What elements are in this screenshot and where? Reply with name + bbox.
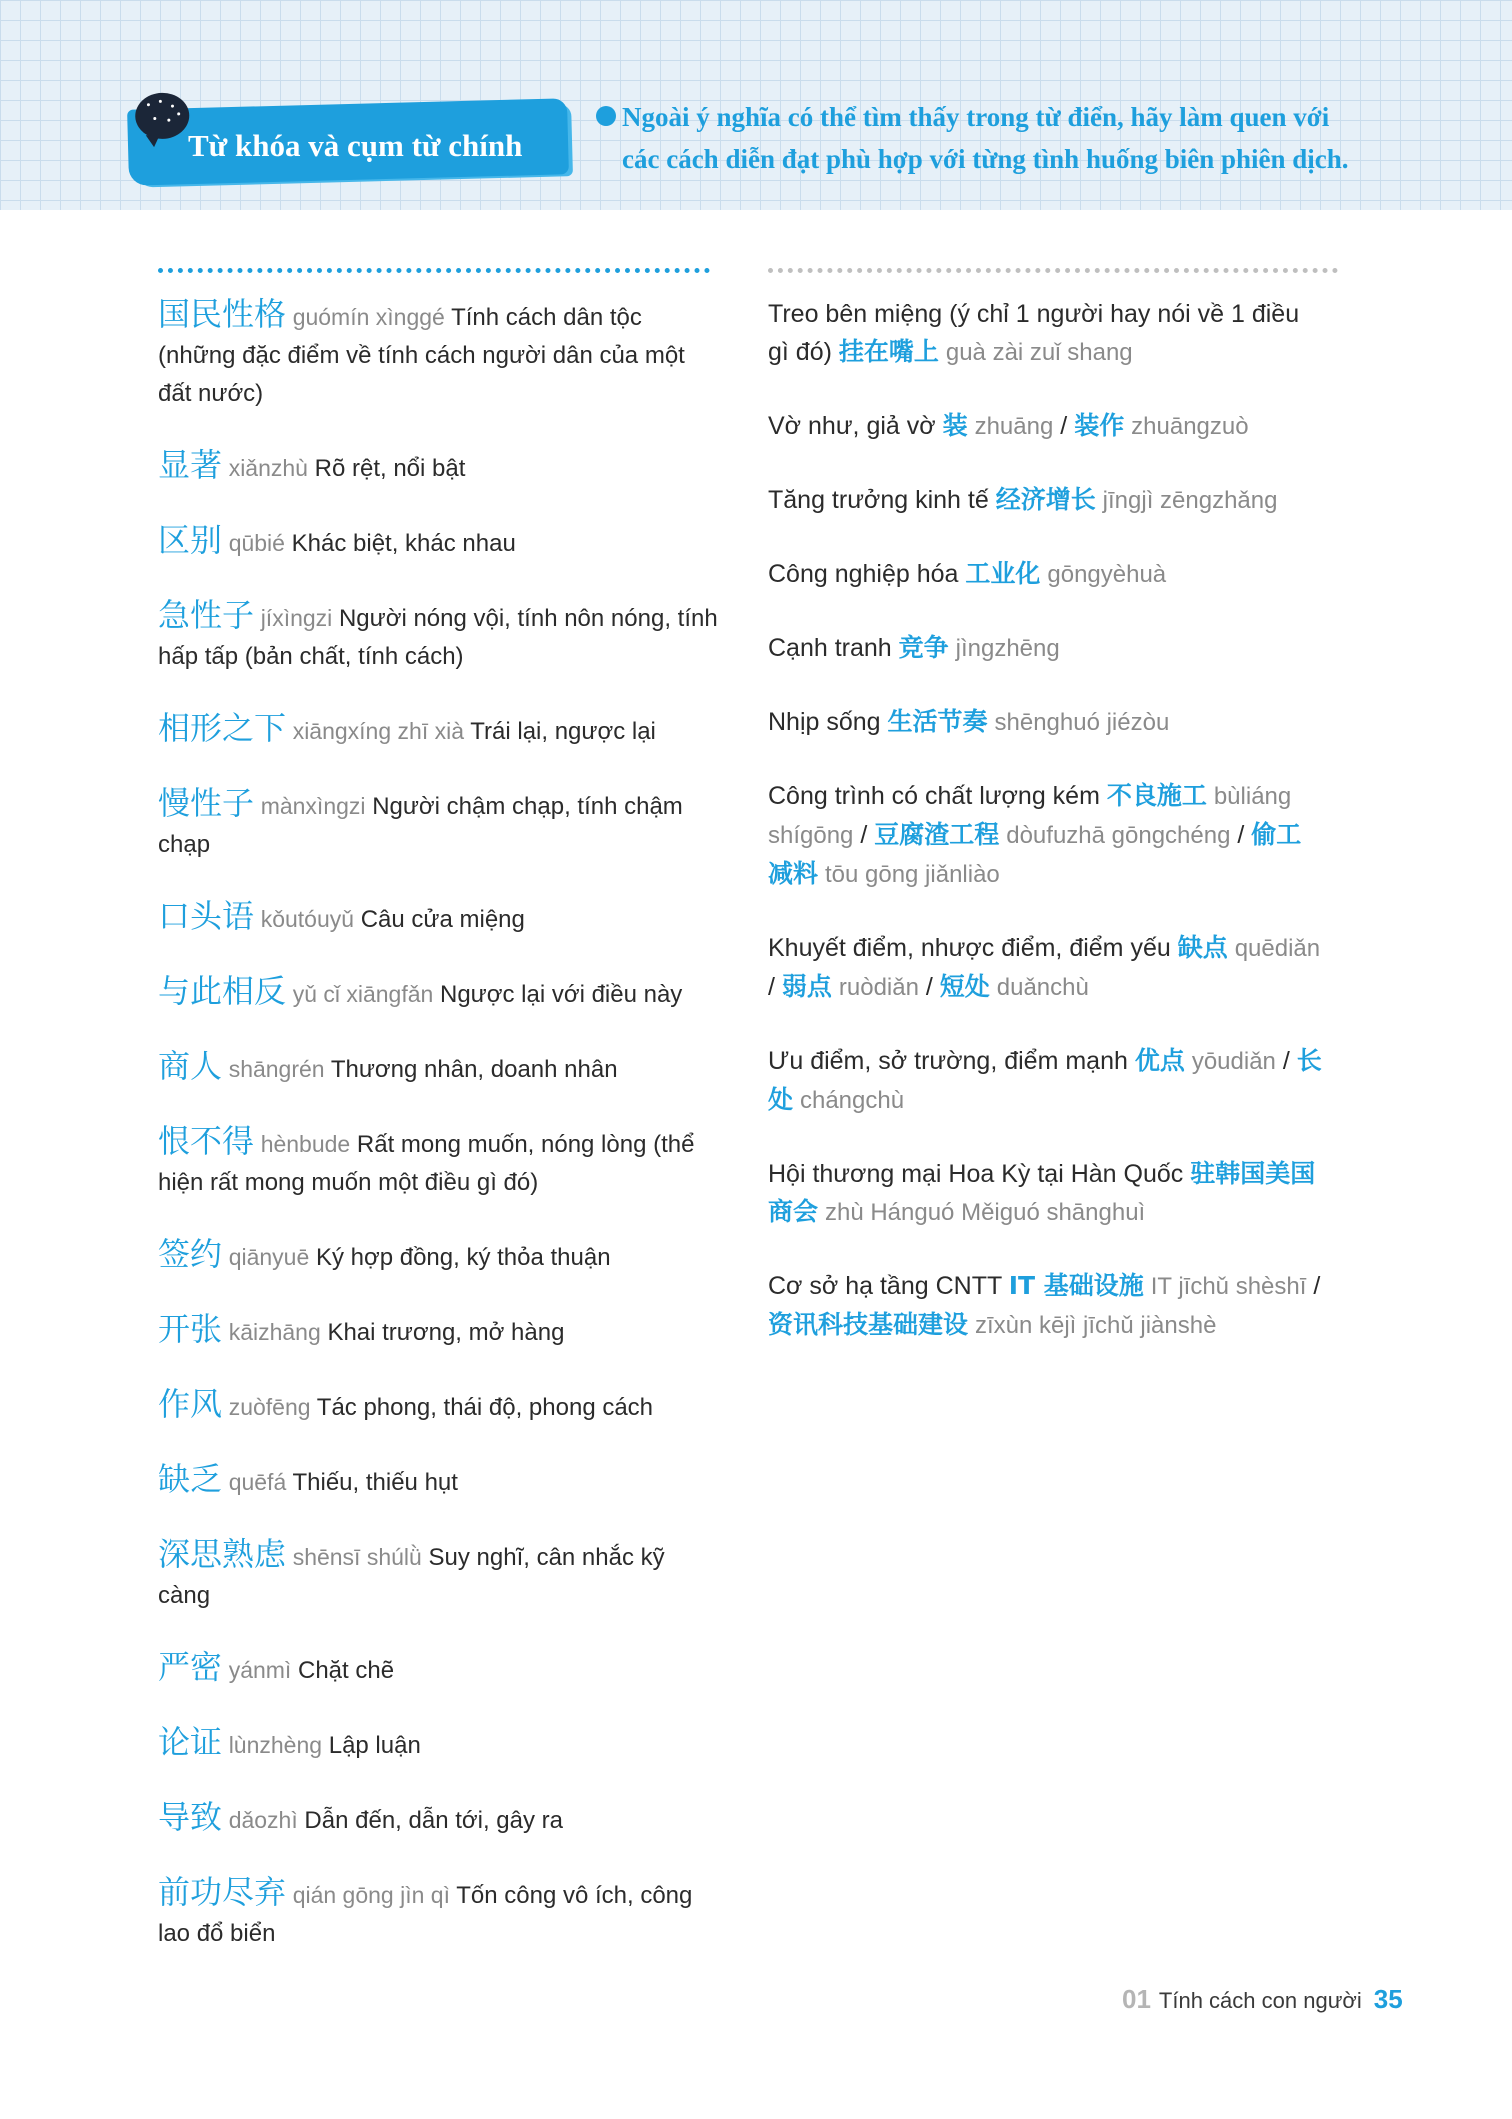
- vocab-entry: [158, 1798, 718, 1840]
- vocab-entry: [158, 446, 718, 488]
- chinese-term: 竞争: [898, 633, 949, 662]
- vocab-entry: [158, 1873, 718, 1953]
- pinyin: qūbié: [228, 530, 285, 556]
- chinese-term: 导致: [158, 1798, 223, 1836]
- pinyin: ruòdiǎn: [838, 974, 919, 1001]
- chinese-term: 豆腐渣工程: [874, 820, 1000, 849]
- meaning: Tốn công vô ích, công lao đổ biển: [158, 1882, 693, 1947]
- pinyin: guómín xìnggé: [292, 304, 445, 330]
- vocab-entry: [158, 1122, 718, 1202]
- chinese-term: 作风: [158, 1385, 223, 1423]
- meaning: Tác phong, thái độ, phong cách: [316, 1394, 654, 1421]
- vocab-entry: [768, 555, 1326, 594]
- meaning: Ngược lại với điều này: [440, 981, 683, 1008]
- vocab-entry: [158, 1310, 718, 1352]
- chinese-term: 急性子: [158, 596, 255, 634]
- chapter-number: 01: [1122, 1984, 1151, 2014]
- pinyin: IT jīchǔ shèshī: [1150, 1273, 1307, 1300]
- chinese-term: 显著: [158, 446, 223, 484]
- meaning: Cơ sở hạ tầng CNTT: [768, 1272, 1002, 1300]
- separator: /: [1282, 1047, 1290, 1075]
- vocab-entry: [158, 897, 718, 939]
- vocab-column-right: [768, 268, 1326, 1380]
- pinyin: jíxìngzi: [260, 605, 333, 631]
- vocab-entry: [158, 1235, 718, 1277]
- chinese-term: 偷工减料: [768, 820, 1302, 888]
- vocab-entry: [158, 709, 718, 751]
- meaning: Cạnh tranh: [768, 634, 892, 662]
- vocab-entry: [158, 784, 718, 864]
- pinyin: kǒutóuyǔ: [260, 906, 355, 932]
- pinyin: jīngjì zēngzhǎng: [1102, 487, 1278, 514]
- meaning: Công nghiệp hóa: [768, 560, 959, 588]
- chinese-term: 慢性子: [158, 784, 255, 822]
- chinese-term: 挂在嘴上: [838, 337, 939, 366]
- chinese-term: 前功尽弃: [158, 1873, 287, 1911]
- meaning: Ưu điểm, sở trường, điểm mạnh: [768, 1047, 1128, 1075]
- pinyin: guà zài zuǐ shang: [945, 339, 1133, 366]
- meaning: Rõ rệt, nổi bật: [314, 455, 466, 482]
- chinese-term: 恨不得: [158, 1122, 255, 1160]
- meaning: Tăng trưởng kinh tế: [768, 486, 989, 514]
- chinese-term: 区别: [158, 521, 223, 559]
- chinese-term: 短处: [939, 972, 990, 1001]
- pinyin: yōudiǎn: [1191, 1048, 1276, 1075]
- meaning: Rất mong muốn, nóng lòng (thể hiện rất mong muốn một điều gì đó): [158, 1131, 695, 1196]
- meaning: Khai trương, mở hàng: [327, 1319, 565, 1346]
- chinese-term: 经济增长: [995, 485, 1096, 514]
- pinyin: bùliáng shígōng: [768, 783, 1292, 849]
- vocab-entry: [158, 972, 718, 1014]
- meaning: Lập luận: [328, 1732, 421, 1759]
- meaning: Treo bên miệng (ý chỉ 1 người hay nói về 1 điều gì đó): [768, 300, 1300, 366]
- chinese-term: 弱点: [781, 972, 832, 1001]
- chinese-term: 相形之下: [158, 709, 287, 747]
- intro-line-2: các cách diễn đạt phù hợp với từng tình huống biên phiên dịch.: [622, 144, 1349, 174]
- pinyin: xiāngxíng zhī xià: [292, 718, 465, 744]
- meaning: Thương nhân, doanh nhân: [330, 1056, 618, 1083]
- meaning: Người nóng vội, tính nôn nóng, tính hấp tấp (bản chất, tính cách): [158, 605, 718, 670]
- chinese-term: 缺乏: [158, 1460, 223, 1498]
- meaning: Người chậm chạp, tính chậm chạp: [158, 793, 683, 858]
- chinese-term: 深思熟虑: [158, 1535, 287, 1573]
- meaning: Suy nghĩ, cân nhắc kỹ càng: [158, 1544, 665, 1609]
- pinyin: qián gōng jìn qì: [292, 1882, 450, 1908]
- speech-bubble-icon: [135, 92, 190, 139]
- pinyin: xiǎnzhù: [228, 455, 308, 481]
- vocab-entry: [768, 703, 1326, 742]
- chinese-term: 装: [942, 411, 968, 440]
- pinyin: chángchù: [799, 1087, 905, 1114]
- chinese-term: 生活节奏: [887, 707, 988, 736]
- section-title: Từ khóa và cụm từ chính: [188, 128, 523, 163]
- vocab-entry: [158, 521, 718, 563]
- chinese-term: 不良施工: [1106, 781, 1207, 810]
- chinese-term: IT 基础设施: [1008, 1271, 1144, 1300]
- chinese-term: 与此相反: [158, 972, 287, 1010]
- pinyin: shēnsī shúlǜ: [292, 1544, 422, 1570]
- chinese-term: 签约: [158, 1235, 223, 1273]
- intro-text: [600, 96, 1480, 180]
- chinese-term: 口头语: [158, 897, 255, 935]
- pinyin: jìngzhēng: [955, 635, 1060, 662]
- chinese-term: 优点: [1134, 1046, 1185, 1075]
- separator: /: [1313, 1272, 1321, 1300]
- pinyin: gōngyèhuà: [1047, 561, 1167, 588]
- meaning: Dẫn đến, dẫn tới, gây ra: [304, 1807, 563, 1834]
- page-number: 35: [1373, 1984, 1403, 2014]
- vocab-entry: [768, 929, 1326, 1007]
- vocab-entry: [158, 1460, 718, 1502]
- vocab-entry: [768, 1042, 1326, 1120]
- pinyin: yánmì: [228, 1657, 292, 1683]
- vocab-entry: [158, 1535, 718, 1615]
- vocab-entry: [768, 295, 1326, 372]
- pinyin: dǎozhì: [228, 1807, 298, 1833]
- vocab-entry: [158, 295, 718, 413]
- pinyin: zhuāng: [974, 413, 1054, 440]
- chinese-term: 商人: [158, 1047, 223, 1085]
- separator: /: [925, 973, 933, 1001]
- chapter-title: Tính cách con người: [1158, 1988, 1362, 2013]
- pinyin: duǎnchù: [996, 974, 1089, 1001]
- dotted-divider: [158, 268, 710, 273]
- chinese-term: 国民性格: [158, 295, 287, 333]
- vocab-entry: [768, 1155, 1326, 1232]
- chinese-term: 装作: [1074, 411, 1125, 440]
- separator: /: [860, 821, 868, 849]
- meaning: Thiếu, thiếu hụt: [292, 1469, 458, 1496]
- vocab-entry: [158, 1648, 718, 1690]
- intro-line-1: Ngoài ý nghĩa có thể tìm thấy trong từ điển, hãy làm quen với: [622, 102, 1330, 132]
- meaning: Vờ như, giả vờ: [768, 412, 936, 440]
- meaning: Khác biệt, khác nhau: [291, 530, 516, 557]
- chinese-term: 论证: [158, 1723, 223, 1761]
- chinese-term: 工业化: [965, 559, 1041, 588]
- meaning: Trái lại, ngược lại: [470, 718, 656, 745]
- meaning: Hội thương mại Hoa Kỳ tại Hàn Quốc: [768, 1160, 1184, 1188]
- vocab-entry: [158, 1723, 718, 1765]
- pinyin: hènbude: [260, 1131, 351, 1157]
- vocab-entry: [158, 1385, 718, 1427]
- pinyin: dòufuzhā gōngchéng: [1006, 822, 1231, 849]
- meaning: Tính cách dân tộc (những đặc điểm về tính cách người dân của một đất nước): [158, 304, 685, 407]
- pinyin: zhù Hánguó Měiguó shānghuì: [824, 1199, 1146, 1226]
- vocab-entry: [768, 481, 1326, 520]
- pinyin: quēdiǎn: [1234, 935, 1321, 962]
- pinyin: zuòfēng: [228, 1394, 311, 1420]
- separator: /: [768, 973, 775, 1001]
- chinese-term: 驻韩国美国商会: [768, 1159, 1316, 1226]
- meaning: Công trình có chất lượng kém: [768, 782, 1100, 810]
- pinyin: tōu gōng jiǎnliào: [824, 861, 1000, 888]
- meaning: Câu cửa miệng: [360, 906, 525, 933]
- bullet-icon: [596, 106, 616, 126]
- meaning: Nhịp sống: [768, 708, 881, 736]
- vocab-entry: [768, 1267, 1326, 1345]
- dotted-divider: [768, 268, 1338, 273]
- pinyin: kāizhāng: [228, 1319, 321, 1345]
- separator: /: [1060, 412, 1068, 440]
- vocab-entry: [768, 629, 1326, 668]
- pinyin: quēfá: [228, 1469, 287, 1495]
- meaning: Khuyết điểm, nhược điểm, điểm yếu: [768, 934, 1171, 962]
- chinese-term: 长处: [768, 1046, 1322, 1114]
- meaning: Chặt chẽ: [298, 1657, 395, 1684]
- pinyin: zīxùn kējì jīchǔ jiànshè: [974, 1312, 1217, 1339]
- chinese-term: 开张: [158, 1310, 223, 1348]
- vocab-entry: [158, 596, 718, 676]
- separator: /: [1237, 821, 1245, 849]
- pinyin: yǔ cǐ xiāngfǎn: [292, 981, 434, 1007]
- vocab-entry: [768, 407, 1326, 446]
- chinese-term: 资讯科技基础建设: [768, 1310, 969, 1339]
- chinese-term: 严密: [158, 1648, 223, 1686]
- pinyin: zhuāngzuò: [1131, 413, 1249, 440]
- chinese-term: 缺点: [1177, 933, 1228, 962]
- pinyin: shāngrén: [228, 1056, 325, 1082]
- meaning: Ký hợp đồng, ký thỏa thuận: [315, 1244, 611, 1271]
- page-footer: [1122, 1984, 1403, 2015]
- vocab-entry: [768, 777, 1326, 894]
- pinyin: shēnghuó jiézòu: [994, 709, 1170, 736]
- pinyin: lùnzhèng: [228, 1732, 323, 1758]
- pinyin: qiānyuē: [228, 1244, 310, 1270]
- pinyin: mànxìngzi: [260, 793, 366, 819]
- vocab-column-left: [158, 268, 718, 1986]
- vocab-entry: [158, 1047, 718, 1089]
